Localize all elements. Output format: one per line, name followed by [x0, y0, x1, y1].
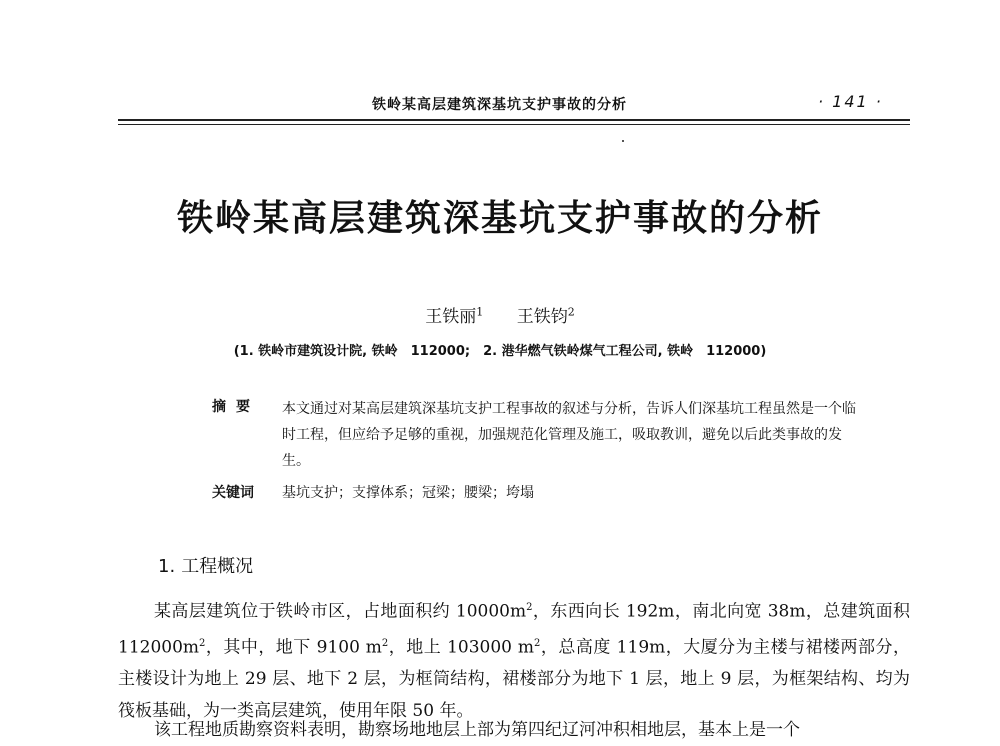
author-2 — [517, 307, 575, 327]
affiliation: (1. 铁岭市建筑设计院, 铁岭 112000; 2. 港华燃气铁岭煤气工程公司, 铁岭 112000) — [233, 344, 767, 359]
superscript: 2 — [381, 637, 389, 649]
section-heading — [158, 552, 253, 578]
page-number: · 141 · — [818, 92, 883, 111]
article-title: 铁岭某高层建筑深基坑支护事故的分析 — [176, 197, 823, 239]
superscript: 2 — [526, 602, 533, 613]
body-paragraph-2: 该工程地质勘察资料表明，勘察场地地层上部为第四纪辽河冲积相地层，基本上是一个 — [154, 720, 800, 740]
para-text: ，地上 103000 m — [388, 637, 535, 658]
para-text: ，其中，地下 9100 m — [205, 637, 382, 658]
author-1 — [425, 307, 483, 327]
author-list — [0, 302, 1000, 327]
abstract-label: 摘要 — [212, 399, 260, 415]
superscript: 2 — [199, 637, 206, 649]
body-paragraph-1 — [118, 592, 910, 727]
superscript: 2 — [534, 637, 541, 649]
author-affil-mark: 1 — [476, 305, 484, 319]
keywords-text: 基坑支护；支撑体系；冠梁；腰梁；垮塌 — [282, 485, 534, 501]
keywords-label: 关键词 — [212, 485, 254, 501]
para-text: ，东西向长 192m，南北向宽 38m，总建筑面积 112000m — [118, 601, 910, 658]
author-name: 王铁丽 — [425, 307, 477, 327]
author-name: 王铁钧 — [516, 307, 568, 327]
abstract-text: 本文通过对某高层建筑深基坑支护工程事故的叙述与分析，告诉人们深基坑工程虽然是一个临时工程，但应给予足够的重视，加强规范化管理及施工，吸取教训，避免以后此类事故的发生。 — [282, 401, 856, 469]
para-text: ，总高度 119m，大厦分为主楼与裙楼两部分，主楼设计为地上 29 层、地下 2 层，为框筒结构，裙楼部分为地下 1 层，地上 9 层，为框架结构、均为筏板基础，为一类高层建筑，使用年限 50 年。 — [118, 637, 910, 722]
para-text: 某高层建筑位于铁岭市区，占地面积约 10000m — [154, 601, 527, 622]
scan-speck — [622, 140, 624, 142]
section-number: 1. — [158, 556, 176, 577]
author-affil-mark: 2 — [567, 305, 575, 319]
header-rule-bottom — [118, 124, 910, 125]
section-title: 工程概况 — [181, 556, 254, 577]
header-rule-top — [118, 119, 910, 121]
running-title: 铁岭某高层建筑深基坑支护事故的分析 — [372, 97, 627, 113]
